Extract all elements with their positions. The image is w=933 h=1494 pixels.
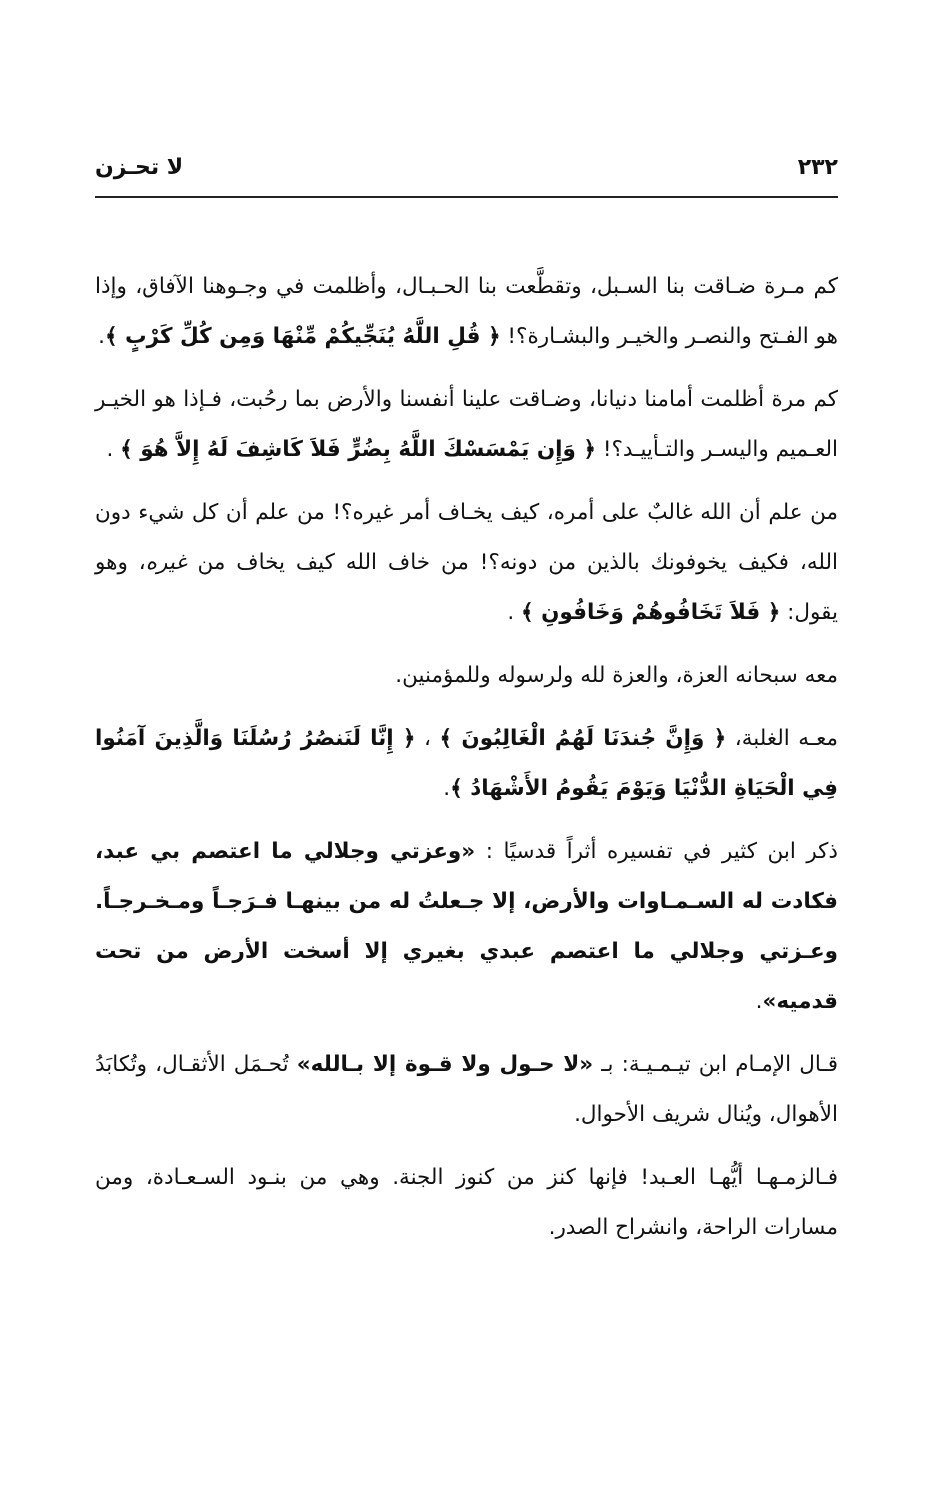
paragraph-3 xyxy=(95,488,838,638)
paragraph-6 xyxy=(95,827,838,1027)
paragraph-text: معه سبحانه العزة، والعزة لله ولرسوله وللمؤمنين. xyxy=(395,663,838,688)
page-header xyxy=(95,150,838,186)
quran-verse: ﴿ قُلِ اللَّهُ يُنَجِّيكُمْ مِّنْهَا وَمِن كُلِّ كَرْبٍ ﴾ xyxy=(104,324,501,349)
emphasized-word: غيره xyxy=(145,550,187,575)
punctuation: . xyxy=(443,776,451,801)
paragraph-text: تُحـمَل الأثقـال، وتُكابَدُ الأهوال، ويُنال شريف الأحوال. xyxy=(95,1052,838,1127)
paragraph-1 xyxy=(95,262,838,362)
page-body xyxy=(95,262,838,1266)
punctuation: . xyxy=(507,600,521,625)
paragraph-4 xyxy=(95,651,838,701)
book-title: لا تحـزن xyxy=(95,155,184,180)
paragraph-text: كم مرة أظلمت أمامنا دنيانا، وضـاقت علينا أنفسنا والأرض بما رحُبت، فـإذا هو الخيـر العـميم واليسـر والتـأييـد؟! xyxy=(95,387,838,462)
punctuation: . xyxy=(98,324,105,349)
paragraph-text: ، وهو يقول: xyxy=(95,550,838,625)
paragraph-text: فـالزمـهـا أيُّهـا العـبد! فإنها كنز من كنوز الجنة. وهي من بنـود السـعـادة، ومن مسارات الراحة، وانشراح الصدر. xyxy=(95,1165,838,1240)
paragraph-7 xyxy=(95,1040,838,1140)
quran-verse: ﴿ فَلاَ تَخَافُوهُمْ وَخَافُونِ ﴾ xyxy=(520,600,781,625)
quran-verse: ﴿ إِنَّا لَنَنصُرُ رُسُلَنَا وَالَّذِينَ آمَنُوا فِي الْحَيَاةِ الدُّنْيَا وَيَوْمَ يَقُومُ الأَشْهَادُ ﴾ xyxy=(95,726,838,801)
page-number: ٢٣٢ xyxy=(797,155,838,180)
paragraph-text: من علم أن الله غالبٌ على أمره، كيف يخـاف أمر غيره؟! من علم أن كل شيء دون الله، فكيف يخوفونك بالذين من دونه؟! من خاف الله كيف يخاف من xyxy=(95,500,838,575)
hadith-quote: «وعزتي وجلالي ما اعتصم بي عبد، فكادت له السـمـاوات والأرض، إلا جـعلتُ له من بينهـا فـرَجـاً ومـخـرجـاً. وعـزتي وجلالي ما اعتصم عبدي بغيري إلا أسخت الأرض من تحت قدميه» xyxy=(95,839,838,1014)
paragraph-text: قـال الإمـام ابن تيـمـيـة: بـ xyxy=(593,1052,838,1077)
punctuation: . xyxy=(755,989,763,1014)
paragraph-2 xyxy=(95,375,838,475)
dhikr-quote: «لا حـول ولا قـوة إلا بـالله» xyxy=(296,1052,594,1077)
paragraph-8 xyxy=(95,1153,838,1253)
quran-verse: ﴿ وَإِن يَمْسَسْكَ اللَّهُ بِضُرٍّ فَلاَ كَاشِفَ لَهُ إِلاَّ هُوَ ﴾ xyxy=(120,437,596,462)
punctuation: . xyxy=(106,437,121,462)
punctuation: ، xyxy=(415,726,440,751)
header-divider xyxy=(95,196,838,198)
paragraph-5 xyxy=(95,714,838,814)
paragraph-text: معـه الغلبة، xyxy=(726,726,839,751)
paragraph-text: كم مـرة ضـاقت بنا السـبل، وتقطَّعت بنا الحـبـال، وأظلمت في وجـوهنا الآفاق، وإذا هو الفـتح والنصـر والخيـر والبشـارة؟! xyxy=(95,274,838,349)
paragraph-text: ذكر ابن كثير في تفسيره أثراً قدسيًا : xyxy=(475,839,838,864)
quran-verse: ﴿ وَإِنَّ جُندَنَا لَهُمُ الْغَالِبُونَ ﴾ xyxy=(439,726,727,751)
